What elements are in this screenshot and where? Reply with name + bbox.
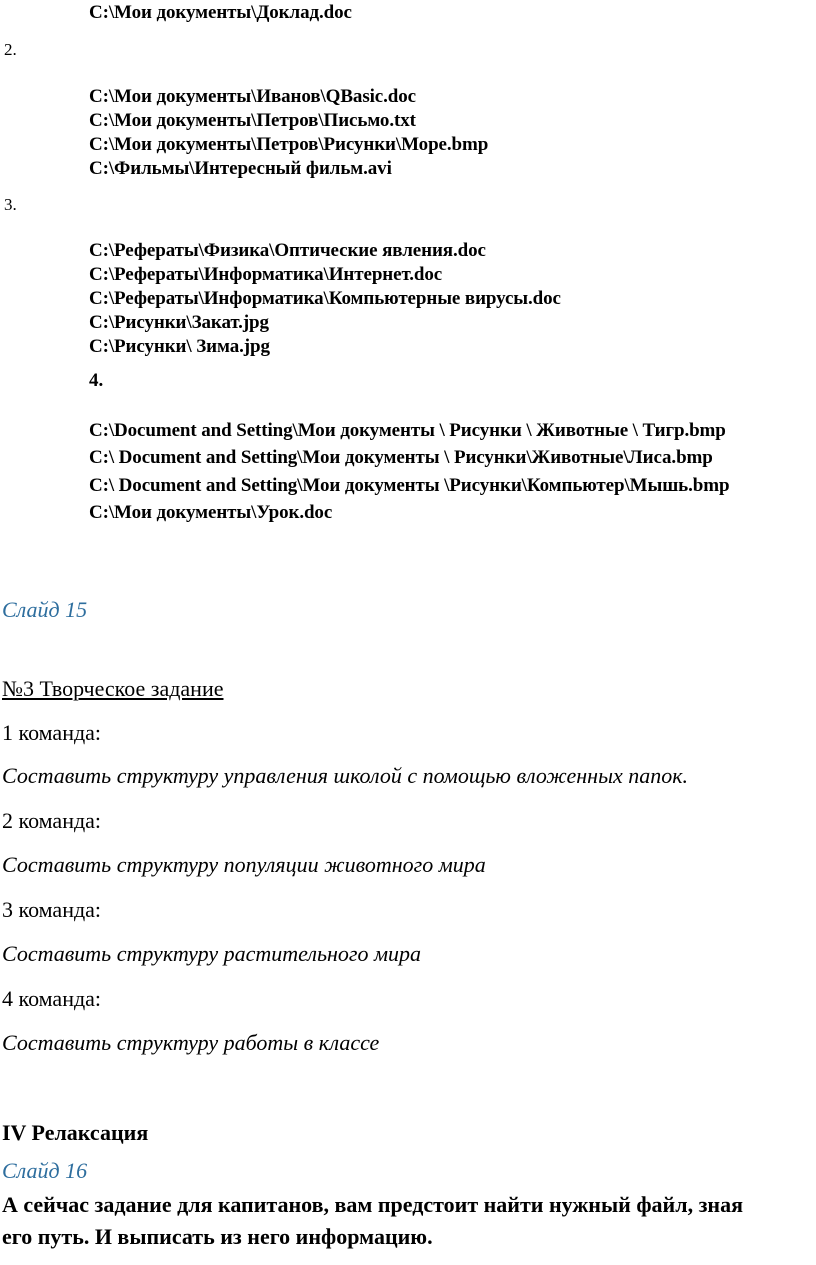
captain-task-line: А сейчас задание для капитанов, вам предстоит найти нужный файл, зная <box>2 1192 743 1217</box>
team-label: 1 команда: <box>2 720 102 745</box>
list-number: 3. <box>4 195 17 214</box>
file-path: C:\Мои документы\Урок.doc <box>89 502 333 523</box>
team-task: Составить структуру управления школой с помощью вложенных папок. <box>2 763 689 788</box>
team-task: Составить структуру работы в классе <box>2 1030 380 1055</box>
team-task: Составить структуру растительного мира <box>2 941 422 966</box>
slide-label: Слайд 15 <box>2 597 88 622</box>
file-path: C:\ Document and Setting\Мои документы \ Рисунки\Животные\Лиса.bmp <box>89 447 713 468</box>
slide-label: Слайд 16 <box>2 1158 88 1183</box>
file-path: C:\Рефераты\Информатика\Компьютерные вирусы.doc <box>89 288 561 309</box>
file-path: C:\Мои документы\Петров\Рисунки\Море.bmp <box>89 134 489 155</box>
team-task: Составить структуру популяции животного мира <box>2 852 486 877</box>
team-label: 2 команда: <box>2 808 102 833</box>
file-path: C:\Рисунки\ Зима.jpg <box>89 336 270 357</box>
task-title: №3 Творческое задание <box>2 676 224 701</box>
team-label: 4 команда: <box>2 986 102 1011</box>
list-number: 4. <box>89 370 104 391</box>
section-heading: IV Релаксация <box>2 1120 149 1145</box>
file-path: C:\Рефераты\Физика\Оптические явления.doc <box>89 240 486 261</box>
file-path: C:\Фильмы\Интересный фильм.avi <box>89 158 392 179</box>
captain-task-line: его путь. И выписать из него информацию. <box>2 1224 433 1249</box>
list-number: 2. <box>4 40 17 59</box>
file-path: C:\Рефераты\Информатика\Интернет.doc <box>89 264 443 285</box>
file-path: C:\ Document and Setting\Мои документы \Рисунки\Компьютер\Мышь.bmp <box>89 475 730 496</box>
file-path: C:\Мои документы\Иванов\QBasic.doc <box>89 86 416 107</box>
team-label: 3 команда: <box>2 897 102 922</box>
file-path: C:\Document and Setting\Мои документы \ Рисунки \ Животные \ Тигр.bmp <box>89 420 726 441</box>
file-path: C:\Рисунки\Закат.jpg <box>89 312 269 333</box>
file-path: C:\Мои документы\Петров\Письмо.txt <box>89 110 416 131</box>
file-path: C:\Мои документы\Доклад.doc <box>89 2 352 23</box>
